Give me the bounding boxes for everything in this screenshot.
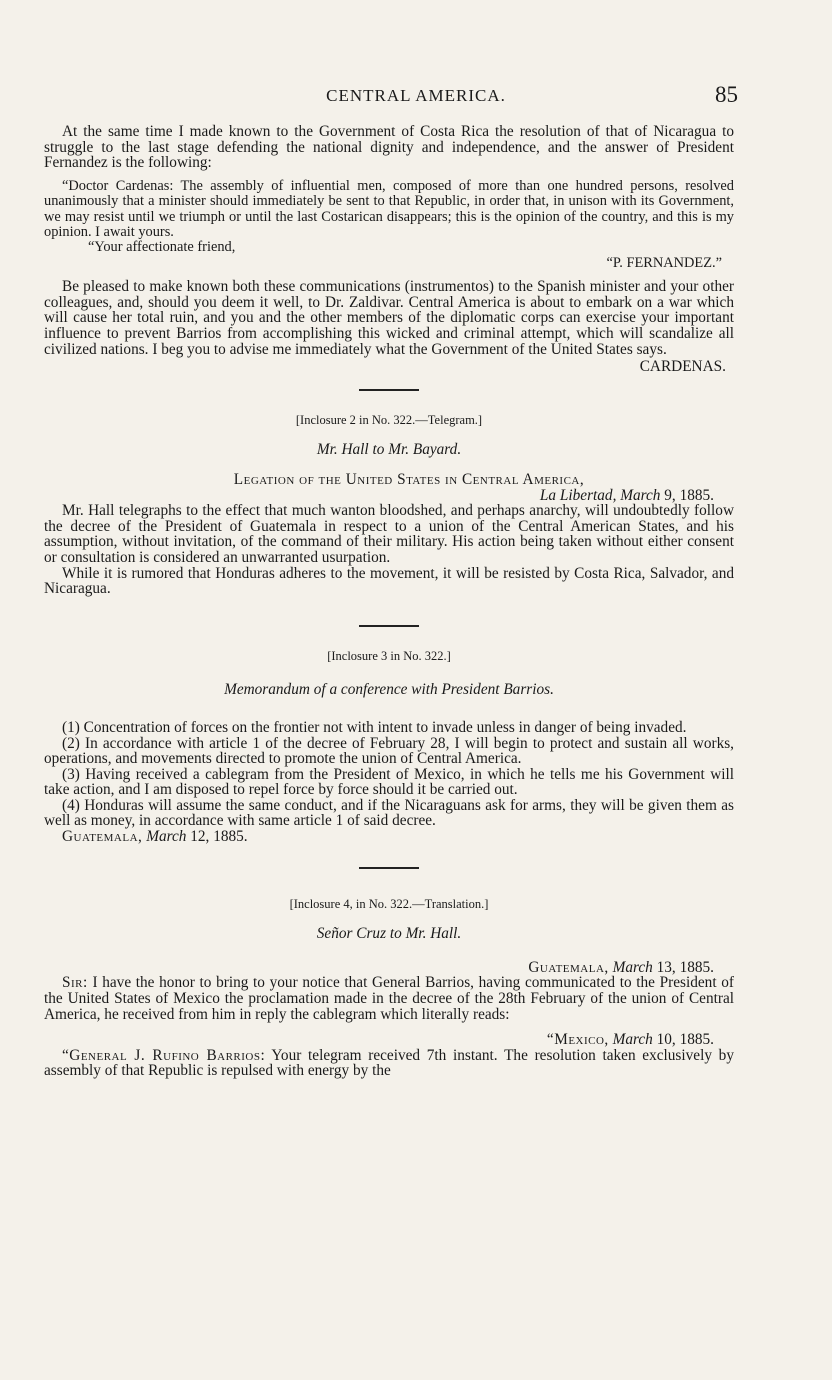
dateline: Legation of the United States in Central America, bbox=[233, 470, 585, 488]
page-number: 85 bbox=[715, 82, 738, 107]
document-body bbox=[44, 124, 734, 1079]
running-head: CENTRAL AMERICA. bbox=[326, 86, 506, 105]
paragraph bbox=[44, 975, 734, 1022]
signature: CARDENAS. bbox=[639, 358, 726, 376]
salutation: “General J. Rufino Barrios: bbox=[62, 1046, 266, 1064]
letter-closing: “Your affectionate friend, bbox=[88, 239, 236, 256]
salutation: Sir: bbox=[62, 974, 88, 992]
paragraph: While it is rumored that Honduras adheres to the movement, it will be resisted by Costa Rica, Salvador, and Nicaragua. bbox=[44, 564, 734, 598]
dateline bbox=[44, 488, 734, 504]
memorandum-item: (3) Having received a cablegram from the President of Mexico, in which he tells me his Government will take action, and I am disposed to repel force by force should it be carried out. bbox=[44, 765, 734, 799]
dateline-place: “Mexico, bbox=[546, 1031, 609, 1049]
dateline bbox=[44, 1032, 734, 1048]
paragraph-text: Your telegram received 7th instant. The resolution taken exclusively by assembly of that Republic is repulsed with energy by the bbox=[44, 1046, 734, 1080]
inclosure-title: Memorandum of a conference with President Barrios. bbox=[224, 681, 554, 699]
dateline-month: March bbox=[612, 958, 653, 976]
dateline-date: 12, 1885. bbox=[190, 828, 248, 846]
dateline bbox=[44, 829, 734, 845]
inclosure-heading: [Inclosure 2 in No. 322.—Telegram.] bbox=[295, 412, 483, 427]
dateline-place: La Libertad, March bbox=[539, 486, 661, 504]
memorandum-item: (4) Honduras will assume the same conduct, and if the Nicaraguans ask for arms, they will be given them as well as money, in accordance with same article 1 of said decree. bbox=[44, 796, 734, 830]
memorandum-item: (1) Concentration of forces on the frontier not with intent to invade unless in danger of being invaded. bbox=[62, 718, 687, 736]
dateline-month: March bbox=[612, 1031, 653, 1049]
paragraph: Mr. Hall telegraphs to the effect that much wanton bloodshed, and perhaps anarchy, will undoubtedly follow the decree of the President of Guatemala in respect to a union of the Central American States, and his assumption, without invitation, of the command of their military. His action being taken without either consent or consultation is considered an unwarranted usurpation. bbox=[44, 502, 734, 566]
paragraph: Be pleased to make known both these communications (instrumentos) to the Spanish minister and your other colleagues, and, should you deem it well, to Dr. Zaldivar. Central America is about to embark on a war which will cause her total ruin, and you and the other members of the diplomatic corps can exercise your important influence to prevent Barrios from accomplishing this wicked and criminal attempt, which will scandalize all civilized nations. I beg you to advise me immediately what the Government of the United States says. bbox=[44, 278, 734, 358]
dateline-month: March bbox=[146, 828, 187, 846]
inclosure-heading: [Inclosure 3 in No. 322.] bbox=[327, 648, 451, 663]
inclosure-title: Mr. Hall to Mr. Bayard. bbox=[316, 441, 462, 459]
inclosure-heading: [Inclosure 4, in No. 322.—Translation.] bbox=[289, 896, 489, 911]
letter-signature: “P. FERNANDEZ.” bbox=[606, 254, 722, 271]
quoted-letter: “Doctor Cardenas: The assembly of influential men, composed of more than one hundred persons, resolved unanimously that a minister should immediately be sent to that Republic, in order that, in unison with its Government, we may resist until we triumph or until the last Costarican disappears; this is the opinion of the country, and this is my opinion. I await yours. bbox=[44, 177, 734, 240]
dateline-date: 13, 1885. bbox=[656, 958, 714, 976]
memorandum-item: (2) In accordance with article 1 of the decree of February 28, I will begin to protect and sustain all works, operations, and movements directed to promote the union of Central America. bbox=[44, 734, 734, 768]
paragraph: At the same time I made known to the Government of Costa Rica the resolution of that of Nicaragua to struggle to the last stage defending the national dignity and independence, and the answer of President Fernandez is the following: bbox=[44, 123, 734, 172]
dateline bbox=[44, 960, 734, 976]
dateline-place: Guatemala, bbox=[62, 828, 143, 846]
dateline-place: Guatemala, bbox=[528, 958, 609, 976]
page-header bbox=[0, 82, 832, 116]
dateline-date: 9, 1885. bbox=[664, 486, 714, 504]
paragraph-text: I have the honor to bring to your notice that General Barrios, having communicated to the President of the United States of Mexico the proclamation made in the decree of the 28th February of the union of Central America, he received from him in reply the cablegram which literally reads: bbox=[44, 974, 734, 1023]
paragraph bbox=[44, 1048, 734, 1079]
dateline-date: 10, 1885. bbox=[656, 1031, 714, 1049]
inclosure-title: Señor Cruz to Mr. Hall. bbox=[316, 925, 462, 943]
